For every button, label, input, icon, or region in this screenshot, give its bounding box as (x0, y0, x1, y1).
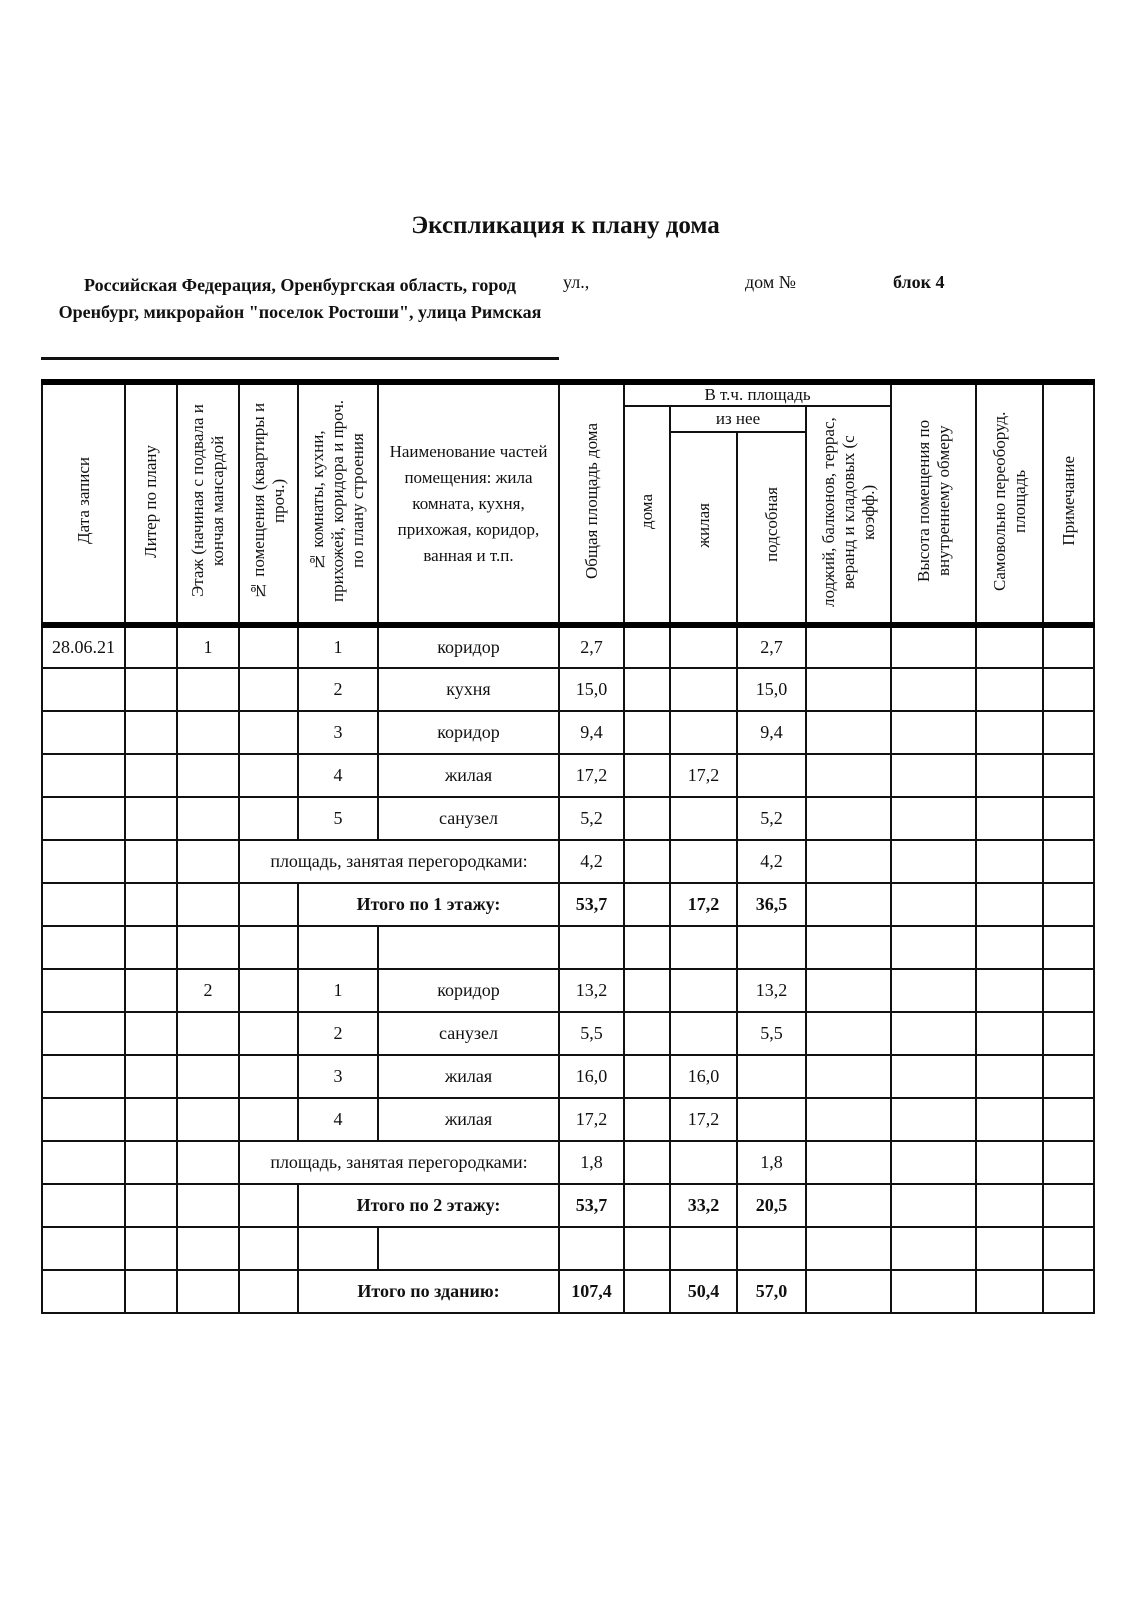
house-area-cell (624, 1098, 670, 1141)
liter-cell (125, 1270, 177, 1313)
header-premise-no: № помещения (квартиры и проч.) (239, 382, 298, 625)
room-number-cell: 2 (298, 1012, 378, 1055)
empty-cell (1043, 840, 1094, 883)
liter-cell (125, 754, 177, 797)
empty-cell (806, 1012, 891, 1055)
room-name-cell: жилая (378, 1098, 559, 1141)
floor-cell (177, 1055, 239, 1098)
empty-cell (624, 926, 670, 969)
total-area-cell: 13,2 (559, 969, 624, 1012)
premise-cell (239, 1184, 298, 1227)
empty-cell (891, 754, 976, 797)
empty-cell (976, 1141, 1043, 1184)
aux-area-cell: 1,8 (737, 1141, 806, 1184)
empty-cell (1043, 1098, 1094, 1141)
liter-cell (125, 883, 177, 926)
empty-cell (976, 1227, 1043, 1270)
total-area-cell: 9,4 (559, 711, 624, 754)
room-number-cell: 1 (298, 969, 378, 1012)
date-cell (42, 797, 125, 840)
empty-cell (806, 668, 891, 711)
empty-cell (1043, 883, 1094, 926)
room-number-cell: 3 (298, 1055, 378, 1098)
empty-cell (976, 754, 1043, 797)
room-name-cell: жилая (378, 754, 559, 797)
floor-cell (177, 1184, 239, 1227)
header-auxiliary: подсобная (737, 432, 806, 625)
aux-area-cell: 2,7 (737, 625, 806, 668)
empty-cell (806, 883, 891, 926)
header-height: Высота помещения по внутреннему обмеру (891, 382, 976, 625)
liter-cell (125, 1012, 177, 1055)
empty-cell (976, 797, 1043, 840)
empty-cell (806, 969, 891, 1012)
table-row (42, 1141, 1094, 1184)
address-underline (41, 357, 559, 360)
empty-cell (559, 1227, 624, 1270)
empty-cell (891, 969, 976, 1012)
room-number-cell: 1 (298, 625, 378, 668)
total-area-cell: 107,4 (559, 1270, 624, 1313)
empty-cell (177, 1227, 239, 1270)
empty-cell (891, 625, 976, 668)
empty-cell (1043, 1141, 1094, 1184)
empty-cell (976, 1055, 1043, 1098)
block-label: блок 4 (893, 272, 945, 292)
premise-cell (239, 754, 298, 797)
total-area-cell: 15,0 (559, 668, 624, 711)
header-total-area: Общая площадь дома (559, 382, 624, 625)
empty-cell (298, 1227, 378, 1270)
living-area-cell (670, 969, 737, 1012)
room-number-cell: 4 (298, 754, 378, 797)
aux-area-cell: 13,2 (737, 969, 806, 1012)
empty-cell (976, 926, 1043, 969)
room-name-cell: санузел (378, 797, 559, 840)
floor-cell (177, 797, 239, 840)
empty-cell (891, 797, 976, 840)
total-area-cell: 53,7 (559, 883, 624, 926)
premise-cell (239, 969, 298, 1012)
room-name-cell: коридор (378, 625, 559, 668)
empty-cell (891, 1012, 976, 1055)
floor-cell (177, 840, 239, 883)
header-loggia: лоджий, балконов, террас, веранд и кладовых (с коэфф.) (806, 406, 891, 625)
header-of-which: из нее (670, 406, 806, 432)
premise-cell (239, 711, 298, 754)
table-row (42, 1184, 1094, 1227)
partition-label: площадь, занятая перегородками: (239, 1141, 559, 1184)
total-area-cell: 2,7 (559, 625, 624, 668)
floor-cell (177, 1098, 239, 1141)
house-area-cell (624, 625, 670, 668)
empty-cell (1043, 926, 1094, 969)
header-living: жилая (670, 432, 737, 625)
liter-cell (125, 797, 177, 840)
liter-cell (125, 668, 177, 711)
house-area-cell (624, 711, 670, 754)
table-row (42, 840, 1094, 883)
aux-area-cell (737, 1098, 806, 1141)
empty-cell (1043, 797, 1094, 840)
empty-cell (806, 1227, 891, 1270)
empty-cell (976, 1270, 1043, 1313)
header-room-no: № комнаты, кухни, прихожей, коридора и проч. по плану строения (298, 382, 378, 625)
empty-cell (806, 797, 891, 840)
empty-cell (1043, 1055, 1094, 1098)
empty-cell (737, 926, 806, 969)
aux-area-cell: 15,0 (737, 668, 806, 711)
empty-cell (1043, 711, 1094, 754)
liter-cell (125, 711, 177, 754)
empty-cell (806, 926, 891, 969)
liter-cell (125, 840, 177, 883)
empty-cell (737, 1227, 806, 1270)
total-area-cell: 16,0 (559, 1055, 624, 1098)
date-cell (42, 1270, 125, 1313)
empty-cell (891, 668, 976, 711)
table-row (42, 1227, 1094, 1270)
living-area-cell (670, 625, 737, 668)
date-cell (42, 754, 125, 797)
address-text: Российская Федерация, Оренбургская область, город Оренбург, микрорайон "поселок Ростоши", улица Римская (58, 275, 542, 322)
date-cell (42, 1012, 125, 1055)
date-cell (42, 1141, 125, 1184)
empty-cell (891, 1227, 976, 1270)
aux-area-cell: 5,2 (737, 797, 806, 840)
house-area-cell (624, 1055, 670, 1098)
empty-cell (125, 1227, 177, 1270)
liter-cell (125, 1184, 177, 1227)
empty-cell (976, 969, 1043, 1012)
date-cell: 28.06.21 (42, 625, 125, 668)
empty-cell (378, 926, 559, 969)
table-row (42, 926, 1094, 969)
header-liter: Литер по плану (125, 382, 177, 625)
empty-cell (1043, 754, 1094, 797)
liter-cell (125, 969, 177, 1012)
empty-cell (806, 1184, 891, 1227)
empty-cell (891, 883, 976, 926)
table-row (42, 1055, 1094, 1098)
total-area-cell: 4,2 (559, 840, 624, 883)
table-row (42, 625, 1094, 668)
house-area-cell (624, 1141, 670, 1184)
premise-cell (239, 625, 298, 668)
house-area-cell (624, 883, 670, 926)
house-area-cell (624, 1270, 670, 1313)
room-number-cell: 4 (298, 1098, 378, 1141)
aux-area-cell (737, 754, 806, 797)
empty-cell (891, 1141, 976, 1184)
premise-cell (239, 883, 298, 926)
premise-cell (239, 1270, 298, 1313)
empty-cell (1043, 969, 1094, 1012)
empty-cell (976, 668, 1043, 711)
subtotal-label: Итого по 2 этажу: (298, 1184, 559, 1227)
date-cell (42, 1098, 125, 1141)
aux-area-cell: 9,4 (737, 711, 806, 754)
aux-area-cell (737, 1055, 806, 1098)
premise-cell (239, 1055, 298, 1098)
date-cell (42, 711, 125, 754)
premise-cell (239, 797, 298, 840)
subtotal-label: Итого по 1 этажу: (298, 883, 559, 926)
empty-cell (891, 1098, 976, 1141)
house-area-cell (624, 668, 670, 711)
floor-cell (177, 754, 239, 797)
empty-cell (891, 1270, 976, 1313)
total-area-cell: 5,2 (559, 797, 624, 840)
living-area-cell (670, 1012, 737, 1055)
empty-cell (976, 1184, 1043, 1227)
empty-cell (806, 1270, 891, 1313)
header-house: дома (624, 406, 670, 625)
empty-cell (891, 1184, 976, 1227)
room-name-cell: коридор (378, 711, 559, 754)
living-area-cell: 17,2 (670, 883, 737, 926)
liter-cell (125, 625, 177, 668)
aux-area-cell: 5,5 (737, 1012, 806, 1055)
aux-area-cell: 36,5 (737, 883, 806, 926)
liter-cell (125, 1141, 177, 1184)
total-area-cell: 1,8 (559, 1141, 624, 1184)
living-area-cell (670, 668, 737, 711)
room-number-cell: 2 (298, 668, 378, 711)
room-name-cell: санузел (378, 1012, 559, 1055)
empty-cell (891, 711, 976, 754)
floor-cell (177, 668, 239, 711)
empty-cell (806, 840, 891, 883)
empty-cell (806, 625, 891, 668)
total-area-cell: 17,2 (559, 754, 624, 797)
living-area-cell: 17,2 (670, 754, 737, 797)
living-area-cell: 50,4 (670, 1270, 737, 1313)
premise-cell (239, 668, 298, 711)
living-area-cell (670, 840, 737, 883)
empty-cell (378, 1227, 559, 1270)
empty-cell (298, 926, 378, 969)
subtotal-label: Итого по зданию: (298, 1270, 559, 1313)
empty-cell (1043, 1227, 1094, 1270)
room-number-cell: 5 (298, 797, 378, 840)
house-area-cell (624, 1012, 670, 1055)
floor-cell: 1 (177, 625, 239, 668)
aux-area-cell: 20,5 (737, 1184, 806, 1227)
house-area-cell (624, 840, 670, 883)
table-row (42, 1098, 1094, 1141)
premise-cell (239, 1098, 298, 1141)
room-name-cell: кухня (378, 668, 559, 711)
empty-cell (976, 625, 1043, 668)
house-area-cell (624, 797, 670, 840)
date-cell (42, 840, 125, 883)
floor-cell (177, 883, 239, 926)
empty-cell (976, 883, 1043, 926)
partition-label: площадь, занятая перегородками: (239, 840, 559, 883)
empty-cell (806, 711, 891, 754)
table-row (42, 754, 1094, 797)
empty-cell (976, 711, 1043, 754)
empty-cell (670, 926, 737, 969)
empty-cell (976, 1098, 1043, 1141)
empty-cell (1043, 625, 1094, 668)
living-area-cell (670, 797, 737, 840)
living-area-cell: 16,0 (670, 1055, 737, 1098)
empty-cell (891, 926, 976, 969)
table-row (42, 1012, 1094, 1055)
floor-cell (177, 1141, 239, 1184)
empty-cell (806, 1098, 891, 1141)
living-area-cell: 17,2 (670, 1098, 737, 1141)
empty-cell (1043, 1184, 1094, 1227)
house-area-cell (624, 754, 670, 797)
empty-cell (1043, 1270, 1094, 1313)
total-area-cell: 5,5 (559, 1012, 624, 1055)
floor-cell: 2 (177, 969, 239, 1012)
empty-cell (42, 926, 125, 969)
empty-cell (624, 1227, 670, 1270)
empty-cell (670, 1227, 737, 1270)
room-name-cell: коридор (378, 969, 559, 1012)
premise-cell (239, 1012, 298, 1055)
empty-cell (976, 840, 1043, 883)
total-area-cell: 53,7 (559, 1184, 624, 1227)
floor-cell (177, 711, 239, 754)
empty-cell (806, 754, 891, 797)
table-row (42, 668, 1094, 711)
empty-cell (239, 926, 298, 969)
date-cell (42, 883, 125, 926)
header-date: Дата записи (42, 382, 125, 625)
house-area-cell (624, 1184, 670, 1227)
empty-cell (559, 926, 624, 969)
room-number-cell: 3 (298, 711, 378, 754)
empty-cell (976, 1012, 1043, 1055)
empty-cell (1043, 1012, 1094, 1055)
table-row (42, 711, 1094, 754)
date-cell (42, 969, 125, 1012)
house-number-label: дом № (745, 272, 796, 292)
street-label: ул., (563, 272, 590, 292)
header-note: Примечание (1043, 382, 1094, 625)
liter-cell (125, 1055, 177, 1098)
floor-cell (177, 1012, 239, 1055)
liter-cell (125, 1098, 177, 1141)
empty-cell (891, 840, 976, 883)
date-cell (42, 668, 125, 711)
empty-cell (239, 1227, 298, 1270)
header-incl-area: В т.ч. площадь (624, 382, 891, 406)
room-name-cell: жилая (378, 1055, 559, 1098)
living-area-cell: 33,2 (670, 1184, 737, 1227)
header-unauthorized: Самовольно переоборуд. площадь (976, 382, 1043, 625)
header-floor: Этаж (начиная с подвала и кончая мансардой (177, 382, 239, 625)
aux-area-cell: 4,2 (737, 840, 806, 883)
table-body (42, 625, 1094, 1313)
empty-cell (806, 1055, 891, 1098)
table-row (42, 969, 1094, 1012)
page-title: Экспликация к плану дома (411, 212, 720, 239)
table-row (42, 1270, 1094, 1313)
empty-cell (177, 926, 239, 969)
date-cell (42, 1184, 125, 1227)
empty-cell (891, 1055, 976, 1098)
empty-cell (1043, 668, 1094, 711)
date-cell (42, 1055, 125, 1098)
empty-cell (125, 926, 177, 969)
aux-area-cell: 57,0 (737, 1270, 806, 1313)
living-area-cell (670, 1141, 737, 1184)
living-area-cell (670, 711, 737, 754)
house-area-cell (624, 969, 670, 1012)
floor-cell (177, 1270, 239, 1313)
empty-cell (806, 1141, 891, 1184)
table-row (42, 797, 1094, 840)
explication-table (41, 379, 1095, 1314)
total-area-cell: 17,2 (559, 1098, 624, 1141)
header-name: Наименование частей помещения: жила комната, кухня, прихожая, коридор, ванная и т.п. (378, 382, 559, 625)
table-row (42, 883, 1094, 926)
empty-cell (42, 1227, 125, 1270)
